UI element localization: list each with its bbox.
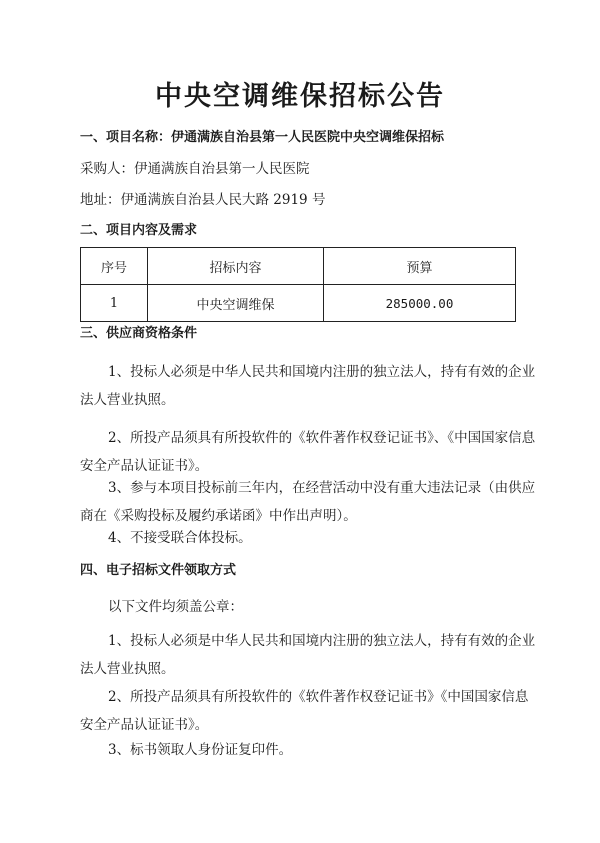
table-row xyxy=(81,285,516,322)
qualification-item-3: 3、参与本项目投标前三年内，在经营活动中没有重大违法记录（由供应商在《采购投标及履约承诺函》中作出声明）。 xyxy=(80,480,536,524)
document-item-2: 2、所投产品须具有所投软件的《软件著作权登记证书》《中国国家信息安全产品认证证书》。 xyxy=(80,689,529,733)
qualification-item-1: 1、投标人必须是中华人民共和国境内注册的独立法人，持有有效的企业法人营业执照。 xyxy=(80,364,536,408)
section-4-heading: 四、电子招标文件领取方式 xyxy=(80,563,237,578)
qualification-item-4: 4、不接受联合体投标。 xyxy=(108,530,252,546)
document-item-3: 3、标书领取人身份证复印件。 xyxy=(108,742,293,758)
document-item-1: 1、投标人必须是中华人民共和国境内注册的独立法人，持有有效的企业法人营业执照。 xyxy=(80,633,536,677)
section-2-heading: 二、项目内容及需求 xyxy=(80,223,198,238)
table-cell: 1 xyxy=(81,285,148,322)
section-3-heading: 三、供应商资格条件 xyxy=(80,326,198,341)
project-content-table xyxy=(80,247,516,322)
address-line: 地址：伊通满族自治县人民大路 2919 号 xyxy=(80,192,326,208)
qualification-item-2: 2、所投产品须具有所投软件的《软件著作权登记证书》、《中国国家信息安全产品认证证书》。 xyxy=(80,430,536,474)
table-cell: 中央空调维保 xyxy=(148,285,324,322)
page-title: 中央空调维保招标公告 xyxy=(155,81,445,112)
table-header-cell: 序号 xyxy=(81,248,148,285)
table-header-row xyxy=(81,248,516,285)
stamp-requirement-intro: 以下文件均须盖公章： xyxy=(108,599,243,615)
table-header-cell: 预算 xyxy=(324,248,516,285)
purchaser-line: 采购人：伊通满族自治县第一人民医院 xyxy=(80,161,310,177)
section-1-heading: 一、项目名称：伊通满族自治县第一人民医院中央空调维保招标 xyxy=(80,130,445,145)
table-header-cell: 招标内容 xyxy=(148,248,324,285)
table-cell: 285000.00 xyxy=(324,285,516,322)
